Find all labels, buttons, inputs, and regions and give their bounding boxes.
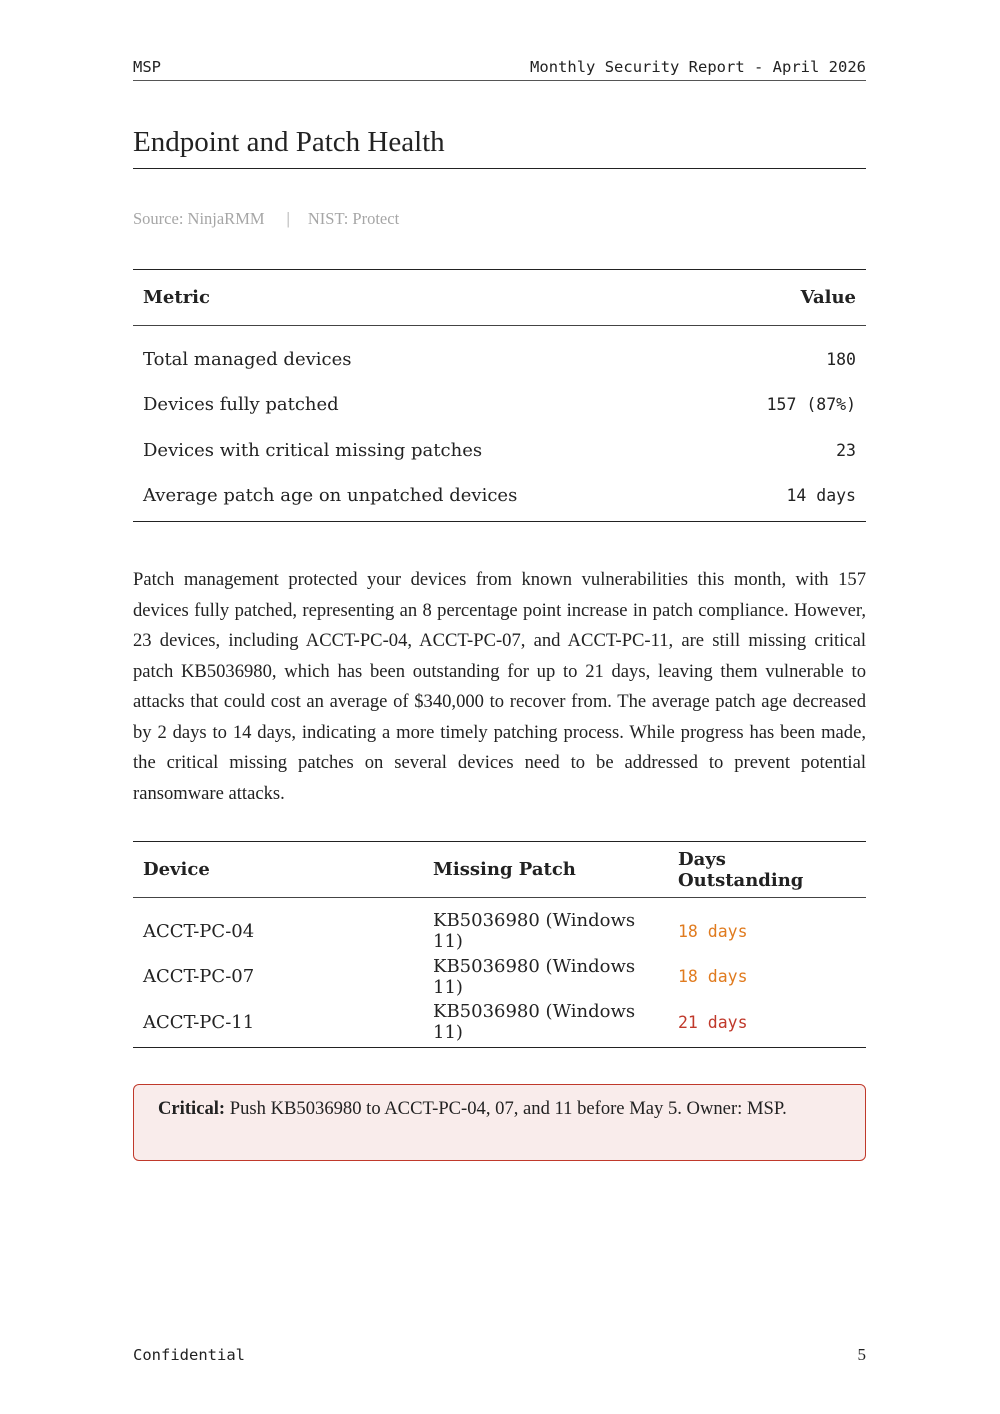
- device-name: ACCT-PC-04: [143, 920, 255, 942]
- days-outstanding: 18 days: [678, 967, 748, 987]
- table-header-row: [133, 842, 866, 898]
- source-separator: |: [286, 209, 290, 228]
- column-header-metric: Metric: [133, 270, 707, 326]
- metrics-table: [133, 269, 866, 522]
- critical-callout: [133, 1084, 866, 1161]
- header-org: MSP: [133, 58, 161, 76]
- table-row: [133, 326, 866, 383]
- column-header-days-outstanding: Days Outstanding: [668, 842, 866, 898]
- callout-text: Push KB5036980 to ACCT-PC-04, 07, and 11 before May 5. Owner: MSP.: [229, 1098, 787, 1119]
- metric-name: Average patch age on unpatched devices: [143, 485, 518, 507]
- summary-paragraph: Patch management protected your devices from known vulnerabilities this month, with 157 devices fully patched, representing an 8 percentage point increase in patch compliance. However, 23 devices, including ACCT-PC-04, ACCT-PC-07, and ACCT-PC-11, are still missing critical patch KB5036980, which has been outstanding for up to 21 days, leaving them vulnerable to attacks that could cost an average of $340,000 to recover from. The average patch age decreased by 2 days to 14 days, indicating a more timely patching process. While progress has been made, the critical missing patches on several devices need to be addressed to prevent potential ransomware attacks.: [133, 569, 866, 804]
- header-report-title: Monthly Security Report - April 2026: [530, 58, 866, 76]
- table-row: [133, 382, 866, 428]
- metric-value: 23: [836, 440, 856, 460]
- section-title: Endpoint and Patch Health: [133, 124, 866, 169]
- missing-patch: KB5036980 (Windows 11): [433, 910, 636, 952]
- device-name: ACCT-PC-11: [143, 1011, 255, 1033]
- table-row: [133, 428, 866, 474]
- device-name: ACCT-PC-07: [143, 966, 255, 988]
- missing-patch: KB5036980 (Windows 11): [433, 955, 636, 998]
- callout-label: Critical:: [158, 1098, 226, 1119]
- column-header-value: Value: [707, 270, 866, 326]
- page-header: [133, 57, 866, 81]
- source-label: Source: NinjaRMM: [133, 209, 265, 228]
- source-line: [133, 208, 399, 230]
- metric-name: Total managed devices: [143, 348, 352, 370]
- metric-value: 14 days: [786, 486, 856, 506]
- column-header-device: Device: [133, 842, 423, 898]
- metric-name: Devices with critical missing patches: [143, 439, 483, 461]
- metric-value: 180: [826, 349, 856, 369]
- table-header-row: [133, 270, 866, 326]
- missing-patch: KB5036980 (Windows 11): [433, 1001, 636, 1044]
- page-footer: [133, 1345, 866, 1365]
- days-outstanding: 18 days: [678, 921, 748, 941]
- metric-name: Devices fully patched: [143, 394, 339, 416]
- table-row: [133, 898, 866, 955]
- metric-value: 157 (87%): [766, 395, 856, 415]
- days-outstanding: 21 days: [678, 1012, 748, 1032]
- table-row: [133, 473, 866, 521]
- page-number: 5: [857, 1345, 866, 1364]
- table-row: [133, 1000, 866, 1048]
- devices-table: [133, 841, 866, 1048]
- report-page: [133, 0, 866, 1414]
- column-header-missing-patch: Missing Patch: [423, 842, 668, 898]
- framework-label: NIST: Protect: [307, 209, 400, 228]
- table-row: [133, 954, 866, 1000]
- confidential-label: Confidential: [133, 1346, 245, 1364]
